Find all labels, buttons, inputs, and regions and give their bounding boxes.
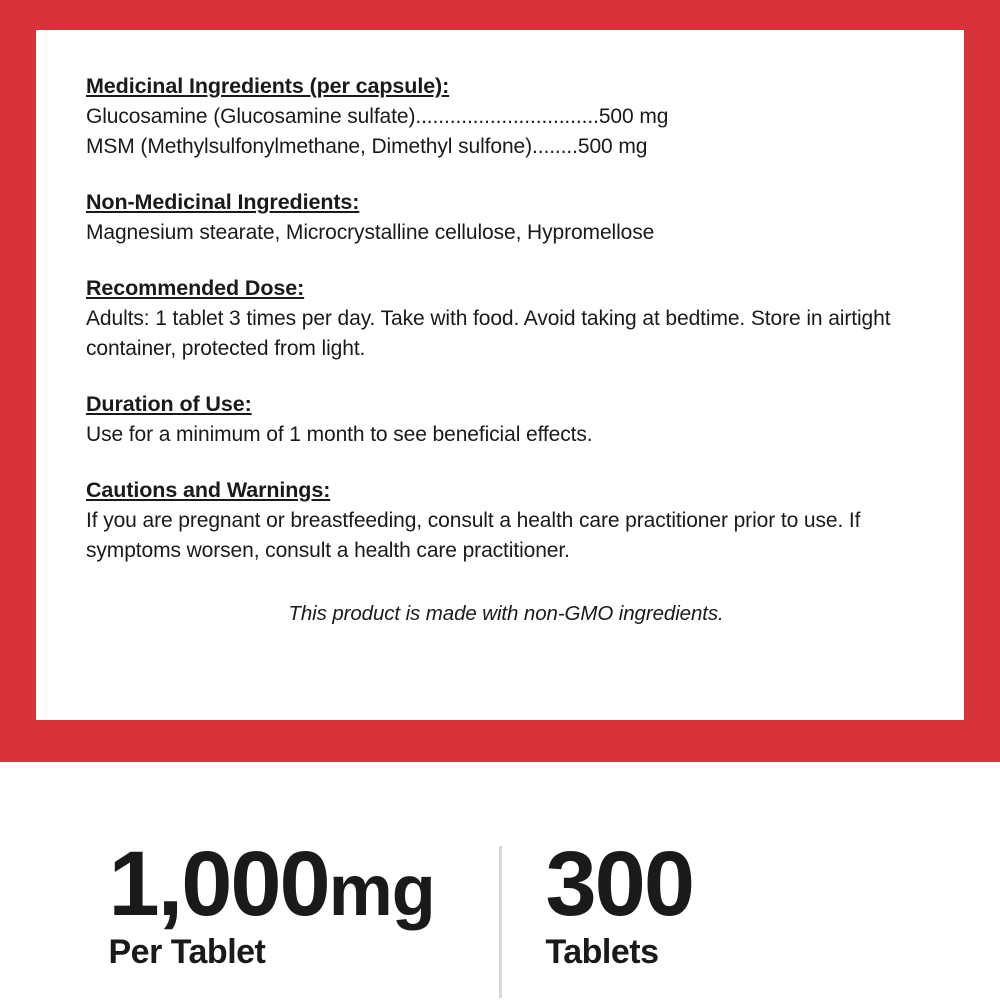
section-heading: Cautions and Warnings: xyxy=(86,478,331,503)
section-heading: Recommended Dose: xyxy=(86,276,305,301)
section-line: Magnesium stearate, Microcrystalline cellulose, Hypromellose xyxy=(86,220,655,244)
section-line: MSM (Methylsulfonylmethane, Dimethyl sulfone)........500 mg xyxy=(86,134,648,158)
section-recommended-dose xyxy=(86,274,926,364)
stats-row xyxy=(0,833,1000,998)
section-non-medicinal-ingredients xyxy=(86,188,926,248)
ingredients-card-content xyxy=(86,50,926,626)
stat-dosage xyxy=(67,833,499,972)
section-line: If you are pregnant or breastfeeding, consult a health care practitioner prior to use. If symptoms worsen, consult a health care practitioner. xyxy=(86,508,861,562)
stat-dosage-value xyxy=(108,833,499,935)
stat-dosage-number: 1,000 xyxy=(108,833,329,935)
stat-dosage-unit: mg xyxy=(328,851,435,931)
stat-count-caption: Tablets xyxy=(545,933,659,972)
section-line: Adults: 1 tablet 3 times per day. Take with food. Avoid taking at bedtime. Store in airtight container, protected from light. xyxy=(86,306,891,360)
section-heading: Non-Medicinal Ingredients: xyxy=(86,190,360,215)
section-line: Use for a minimum of 1 month to see beneficial effects. xyxy=(86,422,593,446)
section-medicinal-ingredients xyxy=(86,72,926,162)
section-heading: Medicinal Ingredients (per capsule): xyxy=(86,74,450,98)
stat-dosage-caption: Per Tablet xyxy=(108,933,266,972)
section-heading: Duration of Use: xyxy=(86,392,252,417)
non-gmo-note: This product is made with non-GMO ingredients. xyxy=(288,602,724,626)
stat-count xyxy=(502,833,934,972)
section-cautions-and-warnings xyxy=(86,476,926,566)
section-line: Glucosamine (Glucosamine sulfate)................................500 mg xyxy=(86,104,669,128)
stat-count-value: 300 xyxy=(545,833,693,935)
stats-band xyxy=(0,762,1000,1000)
ingredients-card xyxy=(36,30,964,720)
section-duration-of-use xyxy=(86,390,926,450)
